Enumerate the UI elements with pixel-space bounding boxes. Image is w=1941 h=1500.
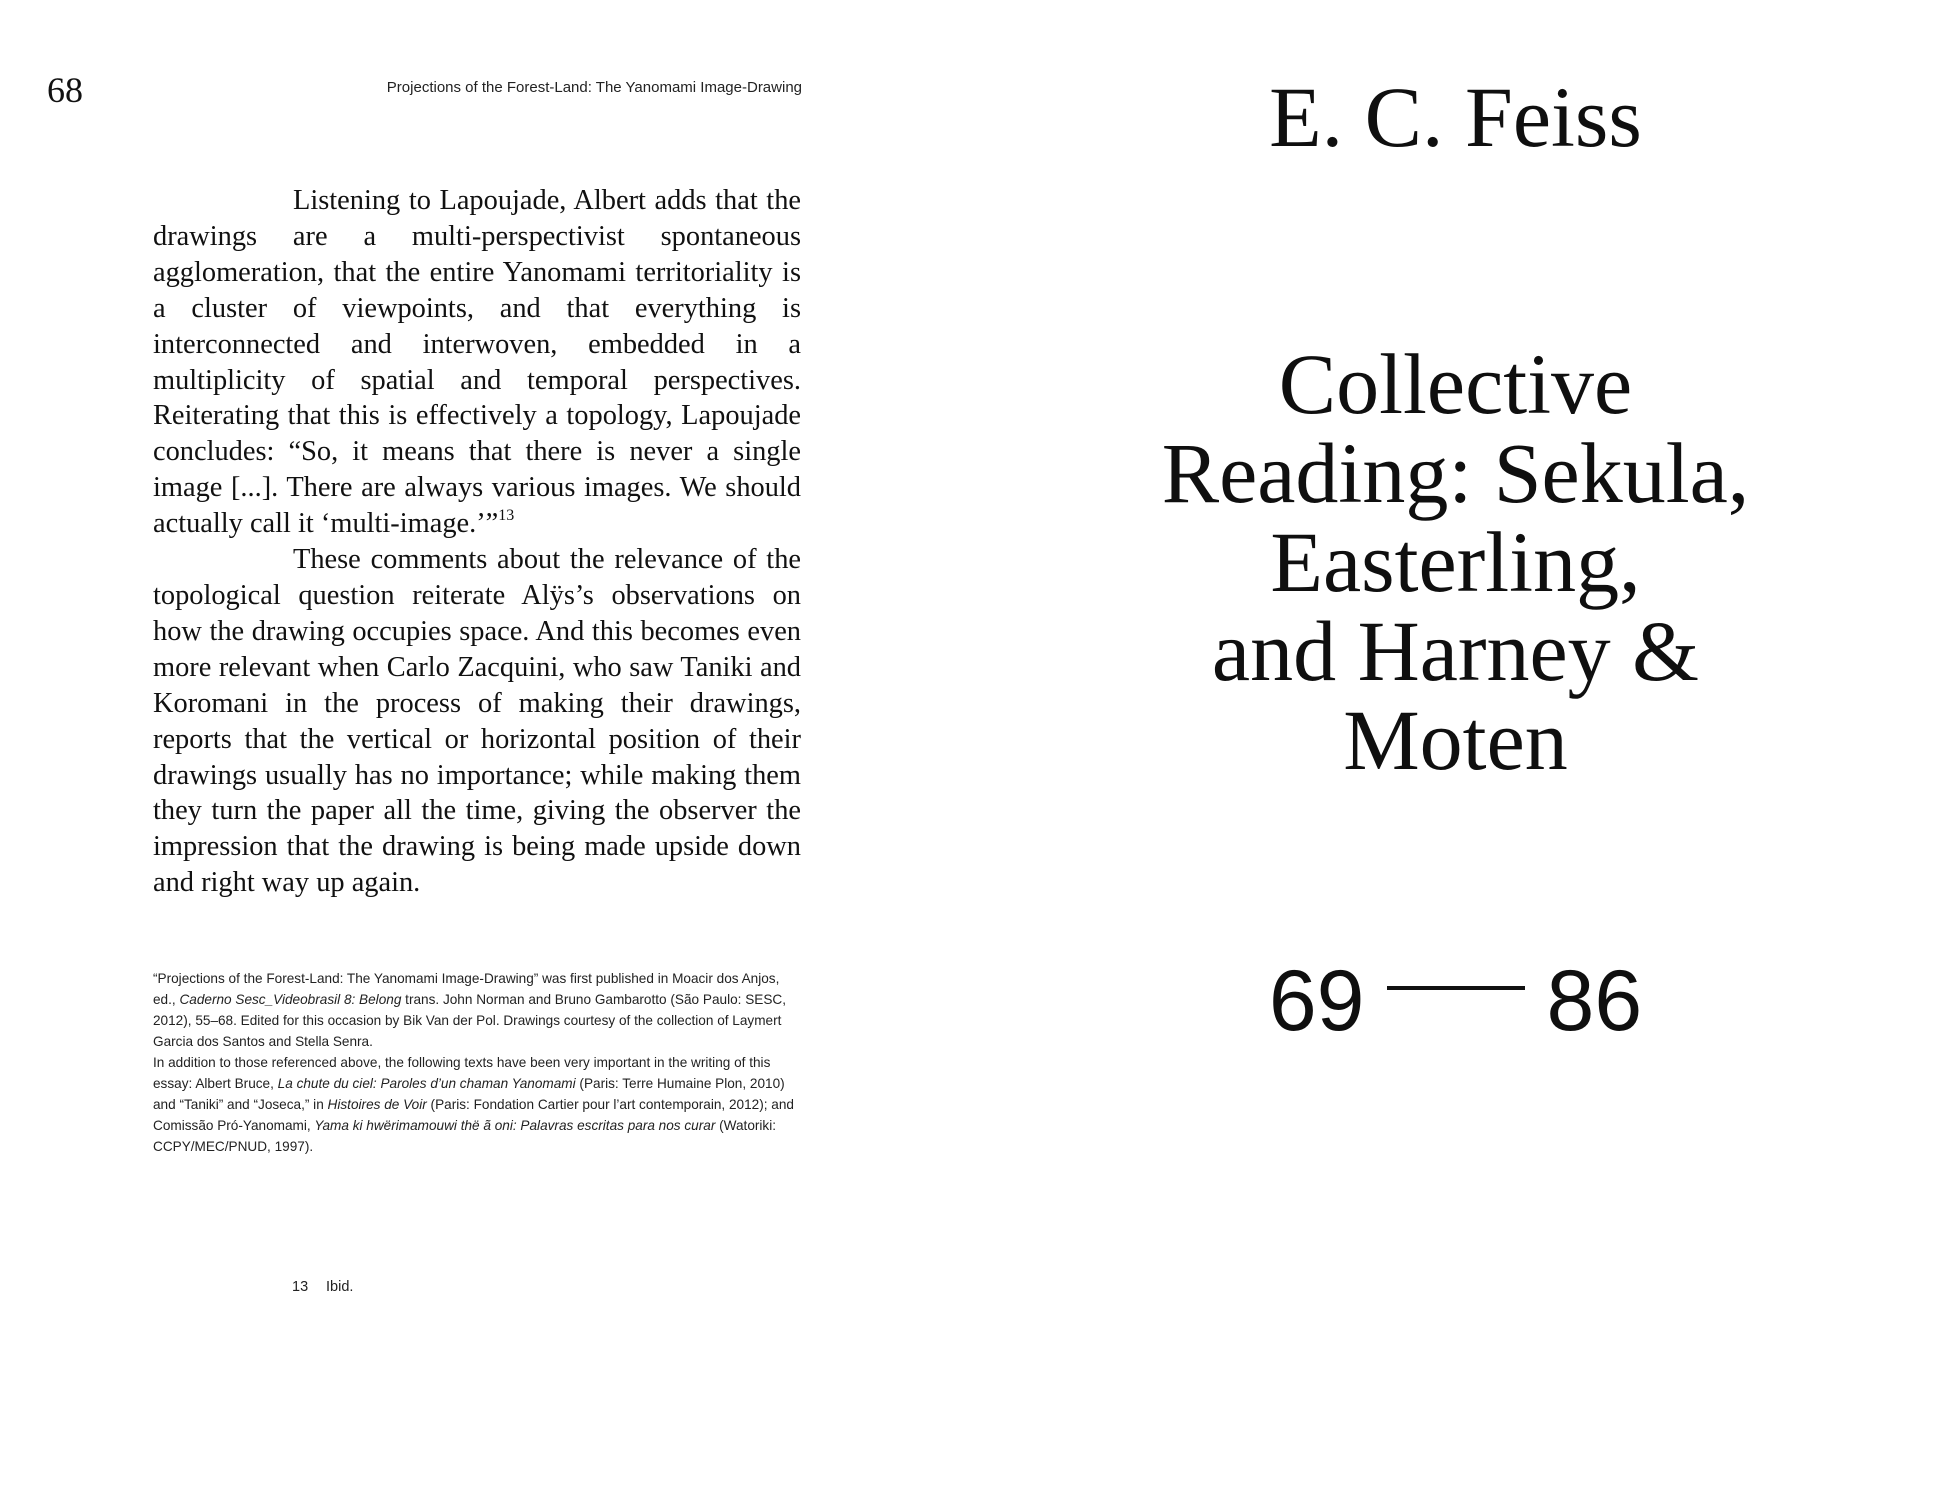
footnote-number: 13 [292,1279,309,1295]
title-line: Reading: Sekula, [1161,425,1750,521]
essay-title [970,336,1941,788]
footnote-text: Ibid. [326,1279,354,1295]
left-page [0,0,970,1500]
footnote-reference: 13 [498,507,515,525]
credit-title-italic: Histoires de Voir [327,1097,427,1112]
paragraph-text: Listening to Lapoujade, Albert adds that the drawings are a multi-perspectivist spontaneous agglomeration, that the entire Yanomami territoriality is a cluster of viewpoints, and that everything is interconnected and interwoven, embedded in a multiplicity of spatial and temporal perspectives. Reiterating that this is effectively a topology, Lapoujade concludes: “So, it means that there is never a single image [...]. There are always various images. We should actually call it ‘multi-image.’” [153,185,801,540]
credit-text: (Paris: Terre Humaine Plon, 2010) and “Taniki” and “Joseca,” in [153,1076,785,1112]
title-line: and Harney & [1211,603,1700,699]
credit-text: (Paris: Fondation Cartier pour l’art contemporain, 2012); and Comissão Pró-Yanomami, [153,1097,794,1133]
body-text [153,183,801,901]
title-line: Easterling, [1270,514,1641,610]
page-range-start: 69 [1268,953,1365,1049]
title-line: Collective [1278,336,1633,432]
author-name: E. C. Feiss [1269,69,1642,165]
credit-text: “Projections of the Forest-Land: The Yanomami Image-Drawing” was first published in Moacir dos Anjos, ed., [153,971,780,1007]
running-head: Projections of the Forest-Land: The Yanomami Image-Drawing [386,79,802,96]
credit-title-italic: La chute du ciel: Paroles d’un chaman Yanomami [277,1076,576,1091]
credit-title-italic: Yama ki hwërimamouwi thë ã oni: Palavras escritas para nos curar [314,1118,716,1133]
credit-text: (Watoriki: CCPY/MEC/PNUD, 1997). [153,1118,777,1154]
credit-title-italic: Caderno Sesc_Videobrasil 8: Belong [179,992,402,1007]
credit-paragraph [153,1052,803,1157]
body-paragraph [153,183,801,542]
page-number: 68 [47,70,83,110]
credit-text: trans. John Norman and Bruno Gambarotto (São Paulo: SESC, 2012), 55–68. Edited for this occasion by Bik Van der Pol. Drawings courtesy of the collection of Laymert Garcia dos Santos and Stella Senra. [153,992,786,1049]
publication-credit-note [153,968,803,1157]
body-paragraph: These comments about the relevance of the topological question reiterate Alÿs’s observations on how the drawing occupies space. And this becomes even more relevant when Carlo Zacquini, who saw Taniki and Koromani in the process of making their drawings, reports that the vertical or horizontal position of their drawings usually has no importance; while making them they turn the paper all the time, giving the observer the impression that the drawing is being made upside down and right way up again. [153,544,801,899]
page-range [970,953,1941,1049]
range-dash [1387,986,1525,990]
right-page [970,0,1941,1500]
page-range-end: 86 [1546,953,1643,1049]
title-line: Moten [1343,692,1568,788]
credit-text: In addition to those referenced above, the following texts have been very important in the writing of this essay: Albert Bruce, [153,1055,771,1091]
credit-paragraph [153,968,803,1052]
footnote [292,1279,353,1296]
